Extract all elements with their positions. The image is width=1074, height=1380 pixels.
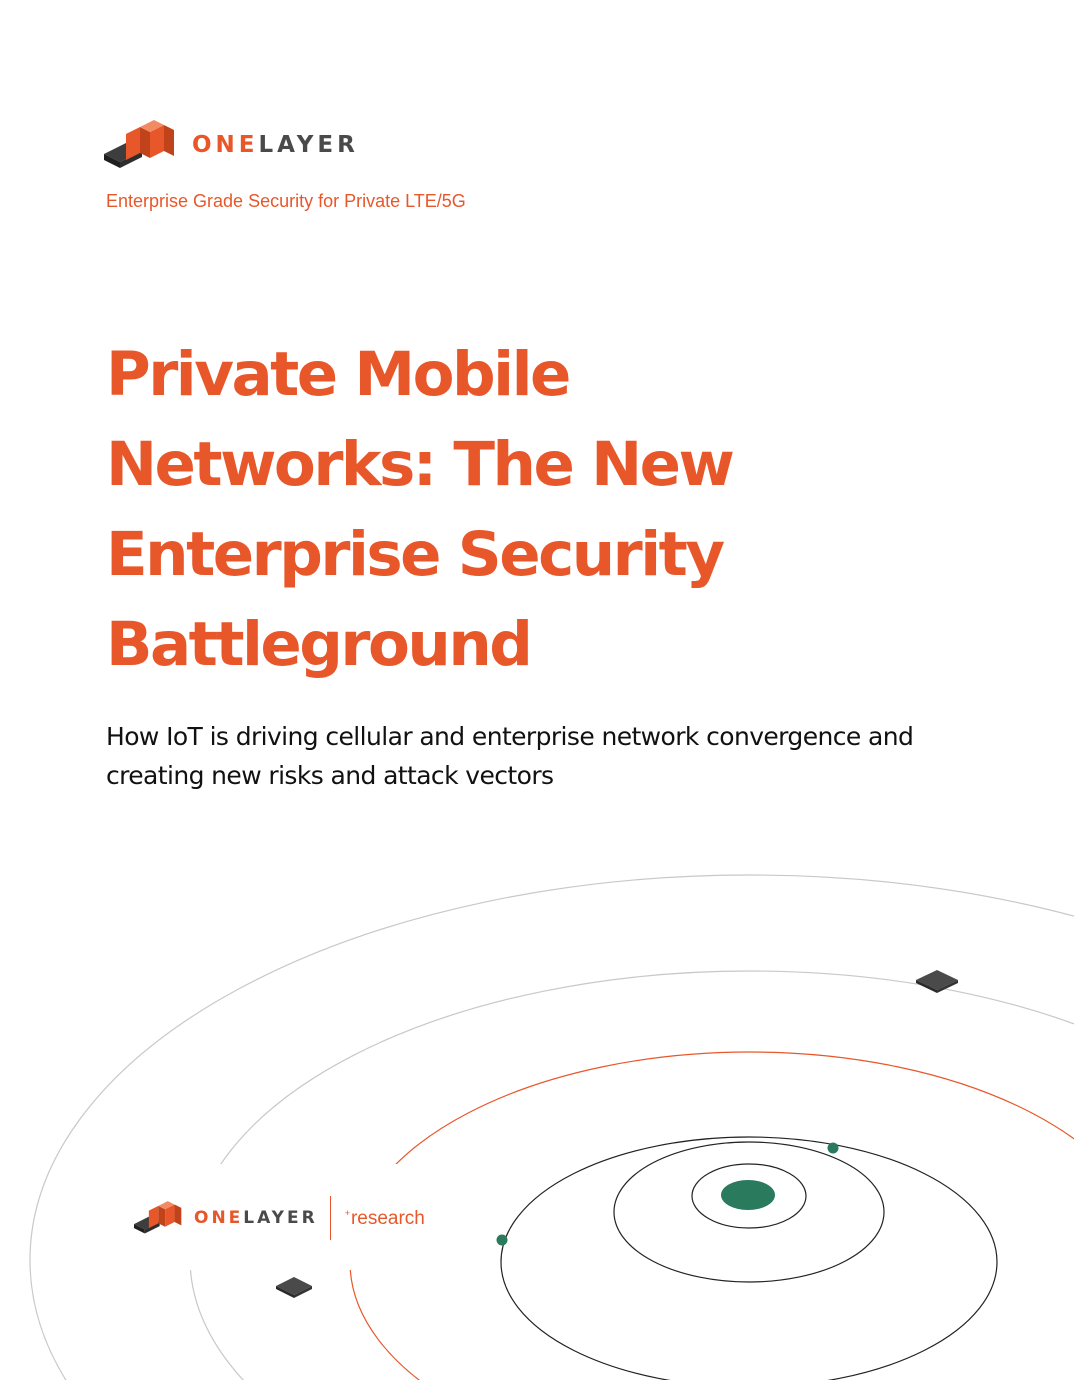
footer-wordmark xyxy=(194,1207,318,1228)
document-subtitle: How IoT is driving cellular and enterprise network convergence and creating new risks and attack vectors xyxy=(106,722,914,790)
logo-divider xyxy=(330,1196,331,1240)
orbit-ring-medium xyxy=(501,1137,997,1380)
orbit-ring-outer xyxy=(30,875,1074,1380)
footer-logo xyxy=(134,1196,425,1240)
brand-name-one: ONE xyxy=(192,131,259,158)
device-chip-icon xyxy=(916,970,958,993)
research-label xyxy=(345,1209,425,1228)
document-title: Private Mobile Networks: The New Enterprise Security Battleground xyxy=(106,339,733,680)
orbit-core-node xyxy=(721,1180,775,1210)
research-spark-icon: + xyxy=(344,1207,350,1218)
brand-tagline: Enterprise Grade Security for Private LTE/5G xyxy=(106,191,466,211)
orbit-ring-small xyxy=(614,1142,884,1282)
orbit-node-right xyxy=(828,1143,839,1154)
device-chip-icon xyxy=(276,1277,312,1298)
footer-name-layer: LAYER xyxy=(243,1207,318,1228)
orbit-node-left xyxy=(497,1235,508,1246)
onelayer-logo-icon xyxy=(134,1201,184,1235)
brand-name-layer: LAYER xyxy=(258,131,359,158)
footer-name-one: ONE xyxy=(194,1207,244,1228)
research-text: research xyxy=(350,1207,425,1229)
